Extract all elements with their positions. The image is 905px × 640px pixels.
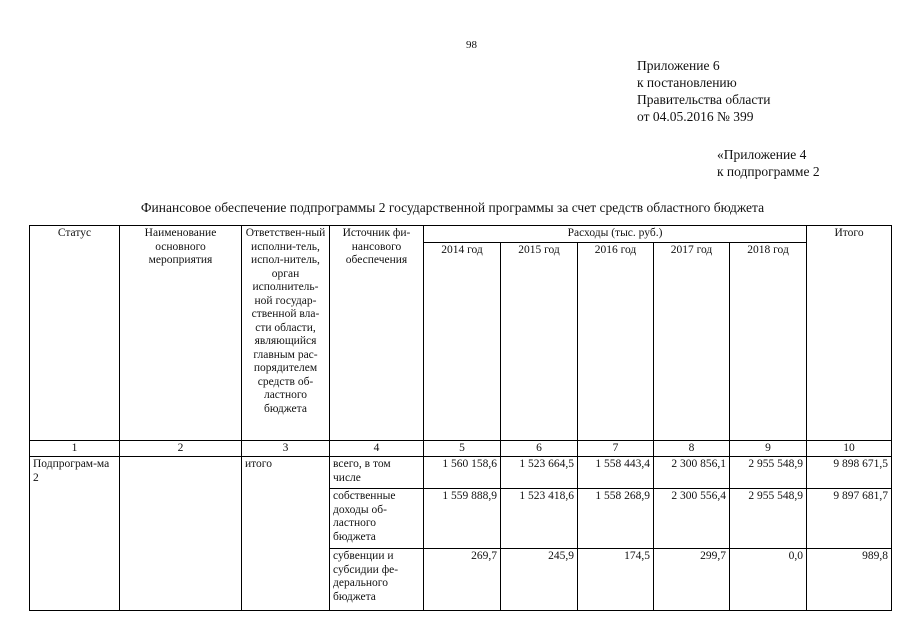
header-responsible: Ответствен-ный исполни-тель, испол-нитель, орган исполнитель-ной государ-ственной вла-сти области, являющийся главным рас-порядителем средств об-ластного бюджета [242, 226, 330, 441]
value-cell: 1 560 158,6 [424, 457, 501, 489]
column-number: 4 [330, 440, 424, 457]
column-number: 2 [120, 440, 242, 457]
value-cell: 1 558 268,9 [578, 489, 654, 549]
row-source: субвенции и субсидии фе-дерального бюджета [330, 549, 424, 611]
header-year: 2018 год [730, 242, 807, 440]
approval-line: от 04.05.2016 № 399 [637, 109, 754, 124]
header-year: 2017 год [654, 242, 730, 440]
document-title: Финансовое обеспечение подпрограммы 2 государственной программы за счет средств областного бюджета [140, 200, 765, 215]
header-year: 2016 год [578, 242, 654, 440]
approval-line: Приложение 6 [637, 58, 720, 73]
approval-line: к постановлению [637, 75, 737, 90]
column-number: 1 [30, 440, 120, 457]
value-cell: 2 300 556,4 [654, 489, 730, 549]
value-cell: 2 955 548,9 [730, 457, 807, 489]
column-number: 7 [578, 440, 654, 457]
header-source: Источник фи-нансового обеспечения [330, 226, 424, 441]
value-cell: 269,7 [424, 549, 501, 611]
total-cell: 989,8 [807, 549, 892, 611]
appendix-line: «Приложение 4 [717, 147, 807, 162]
header-total: Итого [807, 226, 892, 441]
value-cell: 1 559 888,9 [424, 489, 501, 549]
value-cell: 174,5 [578, 549, 654, 611]
header-activity: Наименование основного мероприятия [120, 226, 242, 441]
appendix-block [717, 146, 820, 180]
page-number: 98 [466, 39, 477, 51]
row-source: всего, в том числе [330, 457, 424, 489]
value-cell: 245,9 [501, 549, 578, 611]
approval-line: Правительства области [637, 92, 771, 107]
value-cell: 1 558 443,4 [578, 457, 654, 489]
column-number: 5 [424, 440, 501, 457]
value-cell: 299,7 [654, 549, 730, 611]
column-number: 8 [654, 440, 730, 457]
column-number: 6 [501, 440, 578, 457]
column-number: 9 [730, 440, 807, 457]
value-cell: 2 955 548,9 [730, 489, 807, 549]
row-source: собственные доходы об-ластного бюджета [330, 489, 424, 549]
value-cell: 0,0 [730, 549, 807, 611]
value-cell: 1 523 418,6 [501, 489, 578, 549]
value-cell: 1 523 664,5 [501, 457, 578, 489]
header-expenses: Расходы (тыс. руб.) [424, 226, 807, 243]
row-activity [120, 457, 242, 611]
total-cell: 9 897 681,7 [807, 489, 892, 549]
value-cell: 2 300 856,1 [654, 457, 730, 489]
column-number: 3 [242, 440, 330, 457]
header-year: 2015 год [501, 242, 578, 440]
approval-block [637, 57, 770, 125]
header-status: Статус [30, 226, 120, 441]
row-responsible: итого [242, 457, 330, 611]
financing-table [29, 225, 892, 611]
column-number: 10 [807, 440, 892, 457]
appendix-line: к подпрограмме 2 [717, 164, 820, 179]
row-status: Подпрограм-ма 2 [30, 457, 120, 611]
total-cell: 9 898 671,5 [807, 457, 892, 489]
header-year: 2014 год [424, 242, 501, 440]
